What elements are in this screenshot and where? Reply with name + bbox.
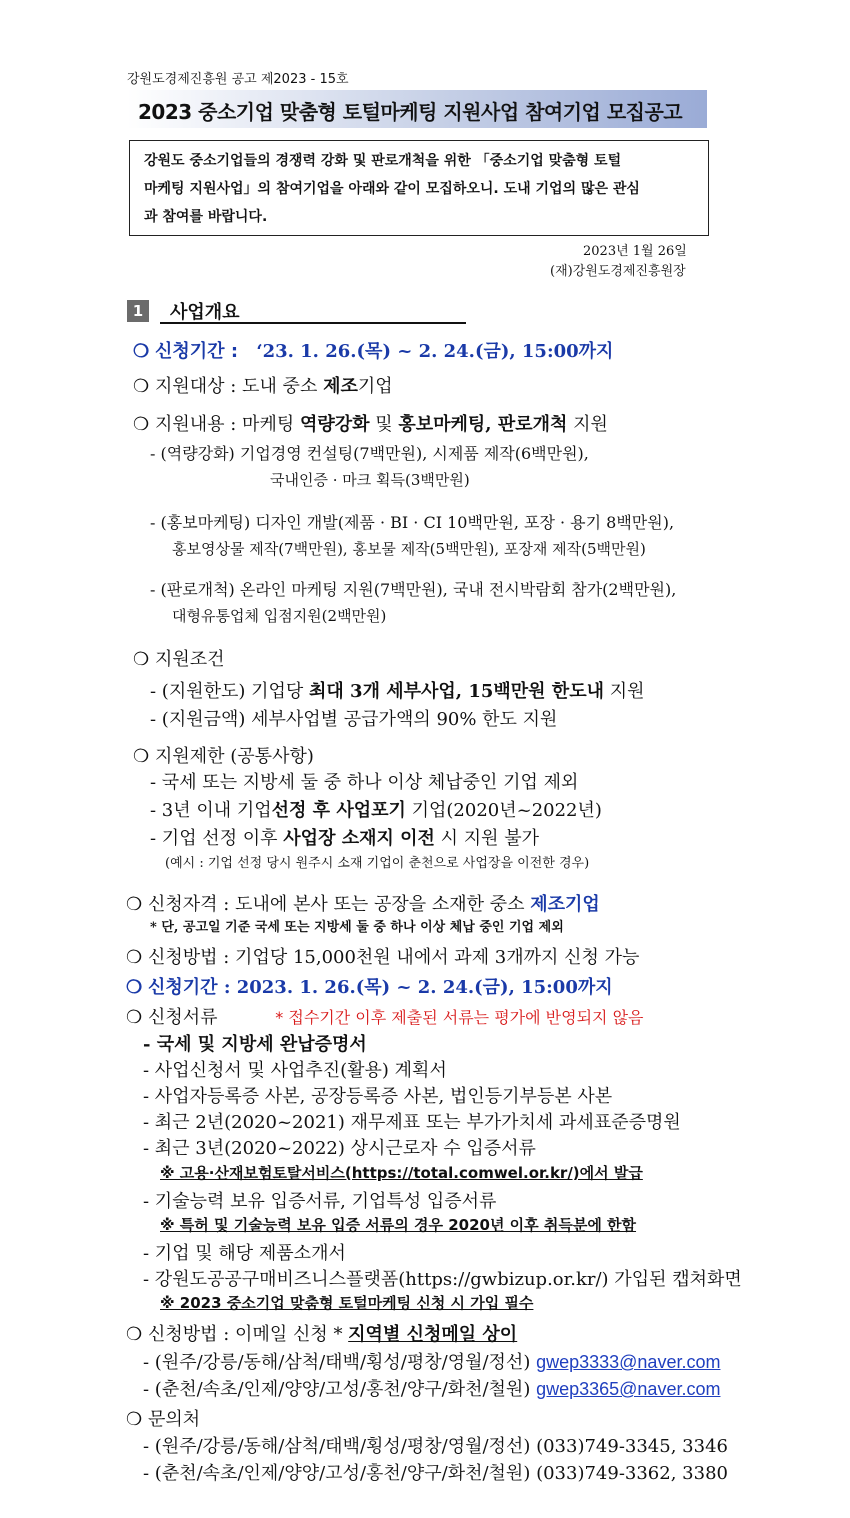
restrictions-item-2: - 3년 이내 기업선정 후 사업포기 기업(2020년~2022년) xyxy=(150,800,602,821)
circle-bullet-icon: ❍ xyxy=(133,746,150,767)
circle-bullet-icon: ❍ xyxy=(126,977,143,998)
documents-row: ❍ 신청서류 * 접수기간 이후 제출된 서류는 평가에 반영되지 않음 xyxy=(126,1007,644,1028)
document-note-8: ※ 2023 중소기업 맞춤형 토털마케팅 신청 시 가입 필수 xyxy=(160,1294,534,1312)
content-item-2: - (홍보마케팅) 디자인 개발(제품 · BI · CI 10백만원, 포장 · 용기 8백만원), xyxy=(150,513,675,532)
content-row: ❍ 지원내용 : 마케팅 역량강화 및 홍보마케팅, 판로개척 지원 xyxy=(133,414,608,435)
circle-bullet-icon: ❍ xyxy=(126,1324,143,1345)
documents-note: * 접수기간 이후 제출된 서류는 평가에 반영되지 않음 xyxy=(275,1008,644,1027)
intro-line-1: 강원도 중소기업들의 경쟁력 강화 및 판로개척을 위한 「중소기업 맞춤형 토털 xyxy=(144,153,622,169)
intro-line-3: 과 참여를 바랍니다. xyxy=(144,209,268,225)
circle-bullet-icon: ❍ xyxy=(133,341,150,362)
circle-bullet-icon: ❍ xyxy=(126,1409,143,1430)
restrictions-item-1: - 국세 또는 지방세 둘 중 하나 이상 체납중인 기업 제외 xyxy=(150,772,579,793)
circle-bullet-icon: ❍ xyxy=(126,947,143,968)
target-row: ❍ 지원대상 : 도내 중소 제조기업 xyxy=(133,376,393,397)
notice-date: 2023년 1월 26일 xyxy=(583,244,687,259)
email-link-1[interactable]: gwep3333@naver.com xyxy=(536,1352,721,1372)
qualification-row: ❍ 신청자격 : 도내에 본사 또는 공장을 소재한 중소 제조기업 xyxy=(126,894,600,915)
restrictions-row: ❍ 지원제한 (공통사항) xyxy=(133,746,314,767)
document-note-6: ※ 특허 및 기술능력 보유 입증 서류의 경우 2020년 이후 취득분에 한함 xyxy=(160,1216,637,1234)
circle-bullet-icon: ❍ xyxy=(126,894,143,915)
document-item-3: - 사업자등록증 사본, 공장등록증 사본, 법인등기부등본 사본 xyxy=(143,1086,613,1107)
document-item-4: - 최근 2년(2020~2021) 재무제표 또는 부가가치세 과세표준증명원 xyxy=(143,1112,681,1133)
email-row-2: - (춘천/속초/인제/양양/고성/홍천/양구/화천/철원) gwep3365@naver.com xyxy=(143,1379,721,1400)
document-item-6: - 기술능력 보유 입증서류, 기업특성 입증서류 xyxy=(143,1191,497,1212)
document-item-5: - 최근 3년(2020~2022) 상시근로자 수 입증서류 xyxy=(143,1138,536,1159)
period-row-1: ❍ 신청기간 : ‘23. 1. 26.(목) ~ 2. 24.(금), 15:00까지 xyxy=(133,341,614,362)
email-link-2[interactable]: gwep3365@naver.com xyxy=(536,1379,721,1399)
circle-bullet-icon: ❍ xyxy=(133,649,150,670)
period-row-2: ❍ 신청기간 : 2023. 1. 26.(목) ~ 2. 24.(금), 15:00까지 xyxy=(126,977,613,998)
method-row-2: ❍ 신청방법 : 이메일 신청 * 지역별 신청메일 상이 xyxy=(126,1324,518,1345)
inquiry-item-2: - (춘천/속초/인제/양양/고성/홍천/양구/화천/철원) (033)749-3362, 3380 xyxy=(143,1463,728,1484)
qualification-note: * 단, 공고일 기준 국세 또는 지방세 둘 중 하나 이상 체납 중인 기업 제외 xyxy=(150,920,564,935)
section-title: 사업개요 xyxy=(170,302,240,323)
content-item-2-cont: 홍보영상물 제작(7백만원), 홍보물 제작(5백만원), 포장재 제작(5백만원) xyxy=(172,540,646,558)
conditions-row: ❍ 지원조건 xyxy=(133,649,225,670)
section-number-badge: 1 xyxy=(127,300,149,322)
circle-bullet-icon: ❍ xyxy=(133,414,150,435)
page-title: 2023 중소기업 맞춤형 토털마케팅 지원사업 참여기업 모집공고 xyxy=(138,100,683,124)
document-item-1: - 국세 및 지방세 완납증명서 xyxy=(143,1034,367,1055)
intro-line-2: 마케팅 지원사업」의 참여기업을 아래와 같이 모집하오니. 도내 기업의 많은 관심 xyxy=(144,181,640,197)
notice-number: 강원도경제진흥원 공고 제2023 - 15호 xyxy=(127,72,349,87)
inquiry-row: ❍ 문의처 xyxy=(126,1409,201,1430)
document-item-7: - 기업 및 해당 제품소개서 xyxy=(143,1243,346,1264)
restrictions-example: (예시 : 기업 선정 당시 원주시 소재 기업이 춘천으로 사업장을 이전한 경우) xyxy=(165,856,590,871)
method-row-1: ❍ 신청방법 : 기업당 15,000천원 내에서 과제 3개까지 신청 가능 xyxy=(126,947,640,968)
inquiry-item-1: - (원주/강릉/동해/삼척/태백/횡성/평창/영월/정선) (033)749-3345, 3346 xyxy=(143,1436,728,1457)
restrictions-item-3: - 기업 선정 이후 사업장 소재지 이전 시 지원 불가 xyxy=(150,828,540,849)
content-item-1: - (역량강화) 기업경영 컨설팅(7백만원), 시제품 제작(6백만원), xyxy=(150,444,589,463)
content-item-3-cont: 대형유통업체 입점지원(2백만원) xyxy=(172,607,387,625)
document-item-2: - 사업신청서 및 사업추진(활용) 계획서 xyxy=(143,1060,447,1081)
circle-bullet-icon: ❍ xyxy=(133,376,150,397)
content-item-3: - (판로개척) 온라인 마케팅 지원(7백만원), 국내 전시박람회 참가(2백만원), xyxy=(150,580,677,599)
document-note-5: ※ 고용·산재보험토탈서비스(https://total.comwel.or.kr/)에서 발급 xyxy=(160,1164,643,1182)
email-row-1: - (원주/강릉/동해/삼척/태백/횡성/평창/영월/정선) gwep3333@naver.com xyxy=(143,1352,721,1373)
conditions-item-2: - (지원금액) 세부사업별 공급가액의 90% 한도 지원 xyxy=(150,709,558,730)
section-underline xyxy=(160,322,466,324)
issuer: (재)강원도경제진흥원장 xyxy=(550,264,686,279)
circle-bullet-icon: ❍ xyxy=(126,1007,143,1028)
content-item-1-cont: 국내인증 · 마크 획득(3백만원) xyxy=(270,471,470,489)
conditions-item-1: - (지원한도) 기업당 최대 3개 세부사업, 15백만원 한도내 지원 xyxy=(150,681,645,702)
document-item-8: - 강원도공공구매비즈니스플랫폼(https://gwbizup.or.kr/) 가입된 캡쳐화면 xyxy=(143,1269,742,1290)
